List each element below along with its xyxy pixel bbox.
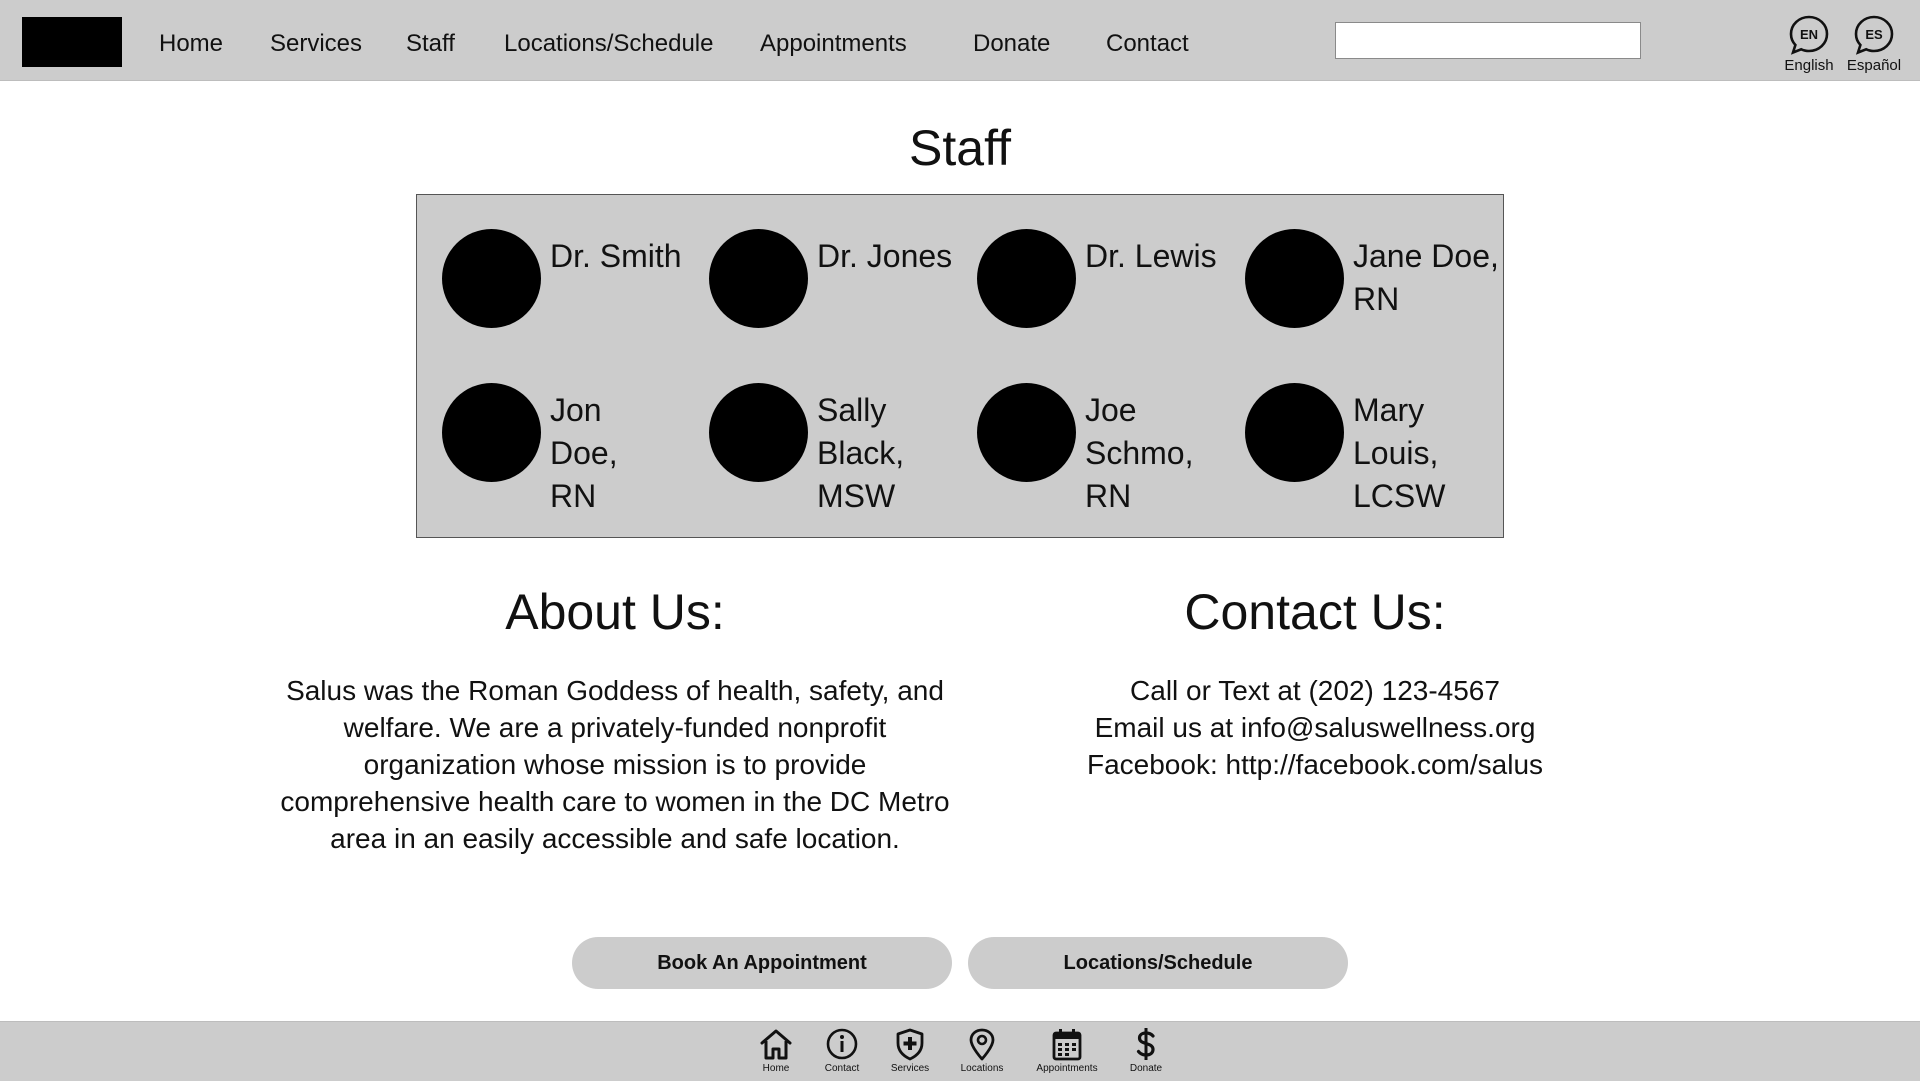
staff-card[interactable] [977, 383, 1237, 523]
avatar [977, 229, 1076, 328]
language-spanish-button[interactable] [1839, 14, 1909, 74]
avatar [709, 229, 808, 328]
avatar [442, 229, 541, 328]
home-icon [758, 1027, 794, 1061]
nav-services[interactable]: Services [270, 30, 363, 57]
staff-name: Dr. Lewis [1085, 238, 1217, 274]
bottom-tab-donate[interactable] [1125, 1027, 1167, 1075]
avatar [1245, 383, 1344, 482]
staff-name: Jane Doe, RN [1353, 238, 1499, 317]
map-pin-icon [964, 1027, 1000, 1061]
avatar [709, 383, 808, 482]
book-appointment-button[interactable]: Book An Appointment [572, 937, 952, 989]
shield-cross-icon [892, 1027, 928, 1061]
staff-card[interactable] [977, 229, 1237, 369]
contact-email[interactable]: Email us at info@saluswellness.org [1094, 712, 1536, 743]
bottom-tab-label: Home [762, 1063, 790, 1074]
language-code: ES [1865, 27, 1883, 42]
staff-card[interactable] [1245, 229, 1505, 369]
bottom-tab-label: Appointments [1036, 1063, 1098, 1074]
speech-bubble-icon [1787, 14, 1831, 56]
bottom-tab-home[interactable] [756, 1027, 796, 1075]
nav-donate[interactable]: Donate [973, 30, 1051, 57]
bottom-tab-contact[interactable] [822, 1027, 862, 1075]
staff-name: Jon Doe, RN [550, 392, 618, 514]
staff-name: Sally Black, MSW [817, 392, 905, 514]
nav-contact[interactable]: Contact [1106, 30, 1189, 57]
staff-grid [416, 194, 1504, 538]
locations-schedule-button[interactable]: Locations/Schedule [968, 937, 1348, 989]
about-heading: About Us: [505, 584, 725, 640]
staff-card[interactable] [709, 229, 969, 369]
bottom-nav-bar [0, 1021, 1920, 1081]
info-icon [824, 1027, 860, 1061]
contact-phone[interactable]: Call or Text at (202) 123-4567 [1130, 675, 1500, 706]
top-nav-bar [0, 0, 1920, 81]
staff-card[interactable] [442, 383, 702, 523]
bottom-tab-services[interactable] [887, 1027, 933, 1075]
dollar-icon [1128, 1027, 1164, 1061]
staff-name: Joe Schmo, RN [1085, 392, 1194, 514]
about-text: Salus was the Roman Goddess of health, safety, and welfare. We are a privately-funded nonprofit organization whose mission is to provide comprehensive health care to women in the DC Metro area in an easily accessible and safe location. [280, 675, 950, 854]
calendar-icon [1049, 1027, 1085, 1061]
nav-locations-schedule[interactable]: Locations/Schedule [504, 30, 714, 57]
site-logo[interactable] [22, 17, 122, 67]
contact-details [1040, 672, 1590, 783]
staff-card[interactable] [1245, 383, 1505, 523]
contact-facebook[interactable]: Facebook: http://facebook.com/salus [1086, 749, 1544, 780]
staff-card[interactable] [709, 383, 969, 523]
bottom-tab-label: Donate [1129, 1063, 1163, 1074]
bottom-tab-label: Services [890, 1063, 930, 1074]
nav-appointments[interactable]: Appointments [760, 30, 907, 57]
avatar [442, 383, 541, 482]
avatar [977, 383, 1076, 482]
bottom-tab-label: Locations [960, 1063, 1004, 1074]
language-code: EN [1799, 27, 1819, 42]
bottom-tab-appointments[interactable] [1032, 1027, 1102, 1075]
contact-heading: Contact Us: [1184, 584, 1446, 640]
staff-name: Dr. Smith [550, 238, 682, 274]
bottom-tab-label: Contact [824, 1063, 860, 1074]
bottom-tab-locations[interactable] [955, 1027, 1009, 1075]
staff-name: Dr. Jones [817, 238, 953, 274]
nav-staff[interactable]: Staff [406, 30, 455, 57]
staff-card[interactable] [442, 229, 702, 369]
staff-name: Mary Louis, LCSW [1353, 392, 1446, 514]
page-title: Staff [909, 120, 1011, 176]
nav-home[interactable]: Home [159, 30, 224, 57]
language-label: English [1784, 57, 1834, 74]
avatar [1245, 229, 1344, 328]
language-english-button[interactable] [1774, 14, 1844, 74]
search-input[interactable] [1335, 22, 1641, 59]
language-label: Español [1846, 57, 1902, 74]
speech-bubble-icon [1852, 14, 1896, 56]
